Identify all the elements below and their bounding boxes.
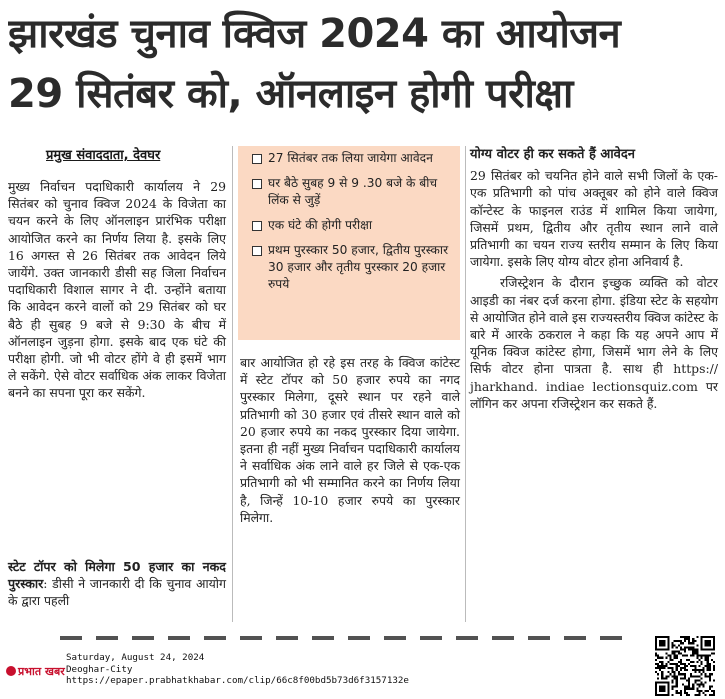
- column-divider: [232, 146, 233, 622]
- highlight-item: एक घंटे की होगी परीक्षा: [250, 217, 452, 234]
- logo-text: प्रभात खबर: [18, 665, 65, 678]
- left-column-body: मुख्य निर्वाचन पदाधिकारी कार्यालय ने 29 सितंबर को चुनाव क्विज 2024 के विजेता का चयन करने के लिए ऑनलाइन प्रारंभिक परीक्षा आयोजित करने का निर्णय लिया है. इसके लिए 16 अगस्त से 26 सितंबर तक आवेदन लिये जायेंगे. उक्त जानकारी डीसी सह जिला निर्वाचन पदाधिकारी विशाल सागर ने दी. उन्होंने बताया कि आवेदन करने वालों को 29 सितंबर को घर बैठे ही सुबह 9 बजे से 9:30 के बीच में ऑनलाइन जुड़ना होगा. इसके बाद एक घंटे की परीक्षा होगी. जो भी वोटर होंगे वे ही इसमें भाग ले सकेंगे. ऐसे वोटर सर्वाधिक अंक लाकर विजेता बनने का सपना पूरा कर सकेंगे.: [8, 179, 226, 401]
- headline-line-2: 29 सितंबर को, ऑनलाइन होगी परीक्षा: [8, 71, 573, 117]
- right-column-para-2: रजिस्ट्रेशन के दौरान इच्छुक व्यक्ति को वोटर आइडी का नंबर दर्ज करना होगा. इंडिया स्टेट के सहयोग से आयोजित होने वाले इस राज्यस्तरीय क्विज कांटेस्ट के बारे में आरके ठकराल ने कहा कि यह अपने आप में यूनिक क्विज कांटेस्ट होगा, जिसमें भाग लेने के लिए सिर्फ वोटर होना पात्रता है. साथ ही https:// jharkhand. indiae lectionsquiz.com पर लॉगिन कर अपना रजिस्ट्रेशन कर सकते हैं.: [470, 275, 718, 411]
- right-column-para-1: 29 सितंबर को चयनित होने वाले सभी जिलों के एक-एक प्रतिभागी को पांच अक्तूबर को होने वाले क्विज कॉन्टेस्ट के फाइनल राउंड में शामिल किया जायेगा, जिसमें प्रथम, द्वितीय और तृतीय स्थान लाने वाले प्रतिभागी का चयन राज्य स्तरीय सम्मान के लिए किया जायेगा. इसके लिए योग्य वोटर होना अनिवार्य है.: [470, 168, 718, 270]
- headline: [8, 4, 720, 124]
- right-column-heading: योग्य वोटर ही कर सकते हैं आवेदन: [470, 147, 636, 162]
- clip-date: Saturday, August 24, 2024: [66, 652, 205, 663]
- highlight-item: घर बैठे सुबह 9 से 9 .30 बजे के बीच लिंक से जुड़ें: [250, 175, 452, 209]
- clip-url[interactable]: https://epaper.prabhatkhabar.com/clip/66c8f00bd5b73d6f3157132e: [66, 675, 409, 686]
- highlight-box: [238, 146, 460, 340]
- logo-mark-icon: [6, 666, 16, 676]
- highlight-item: 27 सितंबर तक लिया जायेगा आवेदन: [250, 150, 452, 167]
- column-divider: [465, 146, 466, 622]
- left-subhead-body: : डीसी ने जानकारी दी कि चुनाव आयोग के द्वारा पहली: [8, 576, 226, 609]
- clip-metadata: [66, 652, 409, 687]
- right-column: [470, 146, 718, 412]
- byline: प्रमुख संवाददाता, देवघर: [46, 148, 161, 163]
- clip-edition: Deoghar-City: [66, 663, 133, 675]
- qr-code-icon[interactable]: [655, 636, 715, 696]
- left-subhead: स्टेट टॉपर को मिलेगा 50 हजार का नकद पुरस्कार: [8, 559, 226, 592]
- middle-column-body: बार आयोजित हो रहे इस तरह के क्विज कांटेस्ट में स्टेट टॉपर को 50 हजार रुपये का नगद पुरस्कार मिलेगा, दूसरे स्थान पर रहने वाले प्रतिभागी को 30 हजार एवं तीसरे स्थान वाले को 20 हजार रुपये का नकद पुरस्कार दिया जायेगा. इतना ही नहीं मुख्य निर्वाचन पदाधिकारी कार्यालय ने सर्वाधिक अंक लाने वाले हर जिले से एक-एक प्रतिभागी को भी सम्मानित करने का निर्णय लिया है, जिन्हें 10-10 हजार रुपये का पुरस्कार मिलेगा.: [240, 355, 460, 525]
- cut-off-text-line: [60, 632, 630, 642]
- highlight-list: [250, 150, 452, 293]
- headline-line-1: झारखंड चुनाव क्विज 2024 का आयोजन: [8, 11, 621, 57]
- prabhat-khabar-logo-icon: [6, 664, 65, 679]
- highlight-item: प्रथम पुरस्कार 50 हजार, द्वितीय पुरस्कार 30 हजार और तृतीय पुरस्कार 20 हजार रुपये: [250, 242, 452, 293]
- left-column-subsection: [8, 558, 226, 610]
